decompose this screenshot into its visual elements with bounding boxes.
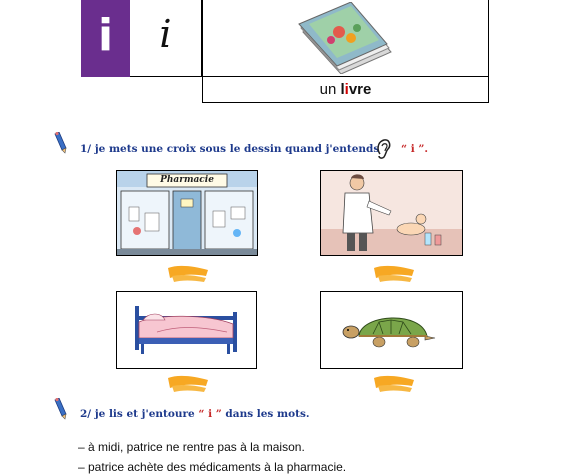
answer-mark-4[interactable] <box>370 372 418 394</box>
exercise2-text-after: dans les mots. <box>221 408 310 420</box>
exercise1-text: je mets une croix sous le dessin quand j'entends <box>94 143 380 155</box>
veterinarian-icon <box>321 171 462 255</box>
exercise1-sound <box>401 143 428 155</box>
book-icon <box>295 2 395 74</box>
pencil-icon <box>52 398 68 420</box>
pharmacy-sign: Pharmacie <box>160 175 214 185</box>
sentence-1: – à midi, patrice ne rentre pas à la maison. <box>78 440 305 454</box>
word-suffix: vre <box>348 81 372 98</box>
bed-icon <box>117 292 256 368</box>
exercise2-text-before: je lis et j'entoure <box>94 408 199 420</box>
turtle-icon <box>321 292 462 368</box>
exercise2-number: 2/ <box>80 408 92 420</box>
letter-cursive: i <box>159 12 172 56</box>
ear-icon <box>376 138 392 160</box>
sentence-2: – patrice achète des médicaments à la pharmacie. <box>78 460 347 474</box>
word-target-letter: i <box>344 81 349 98</box>
exercise1-instruction <box>80 143 379 155</box>
pharmacy-picture[interactable] <box>116 170 258 256</box>
word-letter: l <box>340 81 345 98</box>
pencil-icon <box>52 132 68 154</box>
exercise2-instruction <box>80 408 310 420</box>
turtle-picture[interactable] <box>320 291 463 369</box>
answer-mark-2[interactable] <box>370 262 418 284</box>
sound-label: “ i ”. <box>401 143 429 155</box>
word-prefix: un <box>319 81 341 98</box>
letter-print-cell <box>81 0 130 77</box>
book-cell <box>202 0 489 77</box>
letter-cursive-cell <box>130 0 202 77</box>
word-label <box>202 76 489 103</box>
exercise1-number: 1/ <box>80 143 92 155</box>
exercise2-target: “ i ” <box>198 408 222 420</box>
letter-print: i <box>97 10 114 61</box>
veterinarian-picture[interactable] <box>320 170 463 256</box>
answer-mark-3[interactable] <box>164 372 212 394</box>
bed-picture[interactable] <box>116 291 257 369</box>
answer-mark-1[interactable] <box>164 262 212 284</box>
